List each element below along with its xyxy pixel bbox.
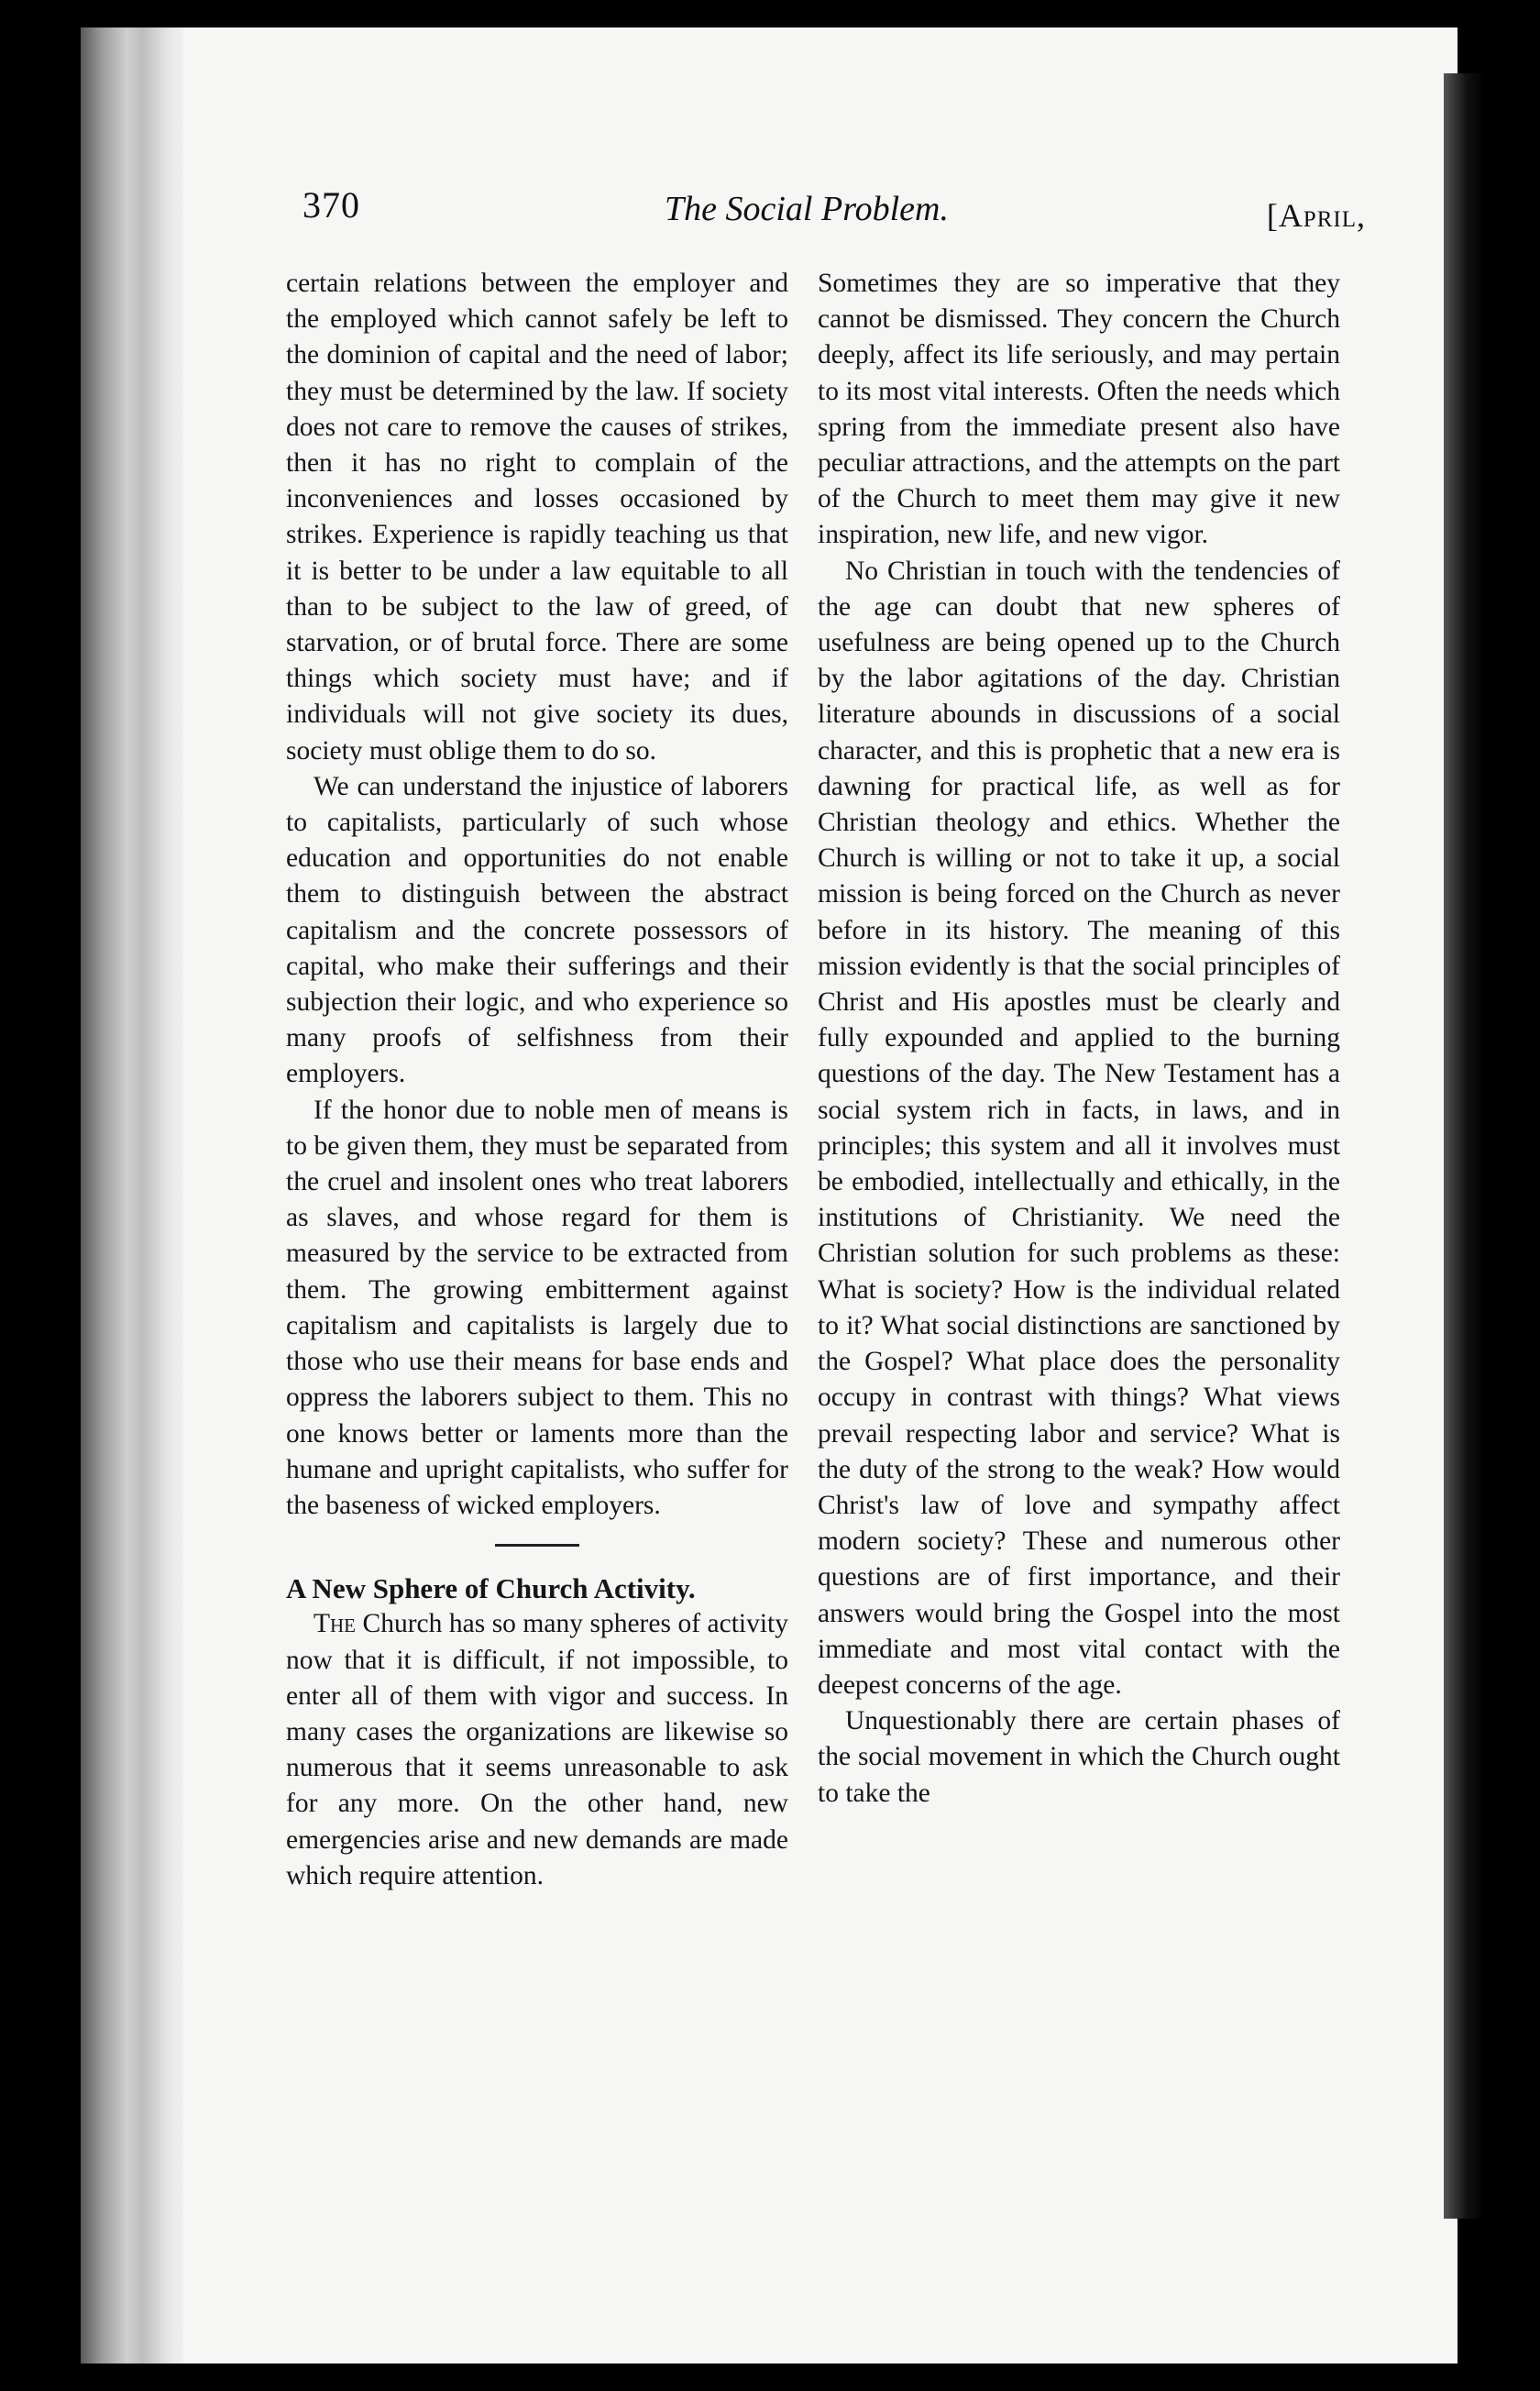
- right-column: [818, 266, 1340, 1812]
- paragraph: [286, 1606, 788, 1894]
- paragraph-lead-word: The: [314, 1609, 357, 1639]
- month-bracket: [: [1266, 197, 1279, 234]
- paragraph: Sometimes they are so imperative that they cannot be dismissed. They concern the Church deeply, affect its life seriously, and may pertain to its most vital interests. Often the needs which spring from the immediate present also have peculiar attractions, and the attempts on the part of the Church to meet them may give it new inspiration, new life, and new vigor.: [818, 269, 1340, 550]
- paragraph: No Christian in touch with the tendencies of the age can doubt that new spheres of usefulness are being opened up to the Church by the labor agitations of the day. Christian literature abounds in discussions of a social character, and this is prophetic that a new era is dawning for practical life, as well as for Christian theology and ethics. Whether the Church is willing or not to take it up, a social mission is being forced on the Church as never before in its history. The meaning of this mission evidently is that the social principles of Christ and His apostles must be clearly and fully expounded and applied to the burning questions of the day. The New Testament has a social system rich in facts, in laws, and in principles; this system and all it involves must be embodied, intellectually and ethically, in the institutions of Christianity. We need the Christian solution for such problems as these: What is society? How is the individual related to it? What social distinctions are sanctioned by the Gospel? What place does the personality occupy in contrast with things? What views prevail respecting labor and service? What is the duty of the strong to the weak? How would Christ's law of love and sympathy affect modern society? These and numerous other questions are of first importance, and their answers would bring the Gospel into the most immediate and most vital contact with the deepest concerns of the age.: [818, 556, 1340, 1700]
- paragraph: If the honor due to noble men of means is to be given them, they must be separated from the cruel and insolent ones who treat laborers as slaves, and whose regard for them is measured by the service to be extracted from them. The growing embitterment against capitalism and capitalists is largely due to those who use their means for base ends and oppress the laborers subject to them. This no one knows better or laments more than the humane and upright capitalists, who suffer for the baseness of wicked employers.: [286, 1095, 788, 1520]
- paragraph-text: Church has so many spheres of activity now that it is difficult, if not impossible, to enter all of them with vigor and success. In many cases the organizations are likewise so numerous that it seems unreasonable to ask for any more. On the other hand, new emergencies arise and new demands are made which require attention.: [286, 1609, 788, 1890]
- left-column: [286, 266, 788, 1894]
- paragraph: certain relations between the employer and the employed which cannot safely be left to the dominion of capital and the need of labor; they must be determined by the law. If society does not care to remove the causes of strikes, then it has no right to complain of the inconveniences and losses occasioned by strikes. Experience is rapidly teaching us that it is better to be under a law equitable to all than to be subject to the law of greed, of starvation, or of brutal force. There are some things which society must have; and if individuals will not give society its dues, society must oblige them to do so.: [286, 269, 788, 766]
- month-label: April,: [1278, 197, 1366, 234]
- page-edge-shadow: [1444, 73, 1485, 2219]
- book-gutter-shadow: [81, 28, 183, 2363]
- page-number: 370: [302, 184, 360, 226]
- issue-month: [1267, 196, 1366, 235]
- section-divider: [495, 1544, 579, 1547]
- paragraph: We can understand the injustice of laborers to capitalists, particularly of such whose education and opportunities do not enable them to distinguish between the abstract capitalism and the concrete possessors of capital, who make their sufferings and their subjection their logic, and who experience so many proofs of selfishness from their employers.: [286, 771, 788, 1089]
- running-header: [302, 183, 1366, 238]
- paragraph: Unquestionably there are certain phases of the social movement in which the Church ought to take the: [818, 1706, 1340, 1808]
- running-title: The Social Problem.: [665, 190, 949, 228]
- section-heading: A New Sphere of Church Activity.: [286, 1572, 696, 1605]
